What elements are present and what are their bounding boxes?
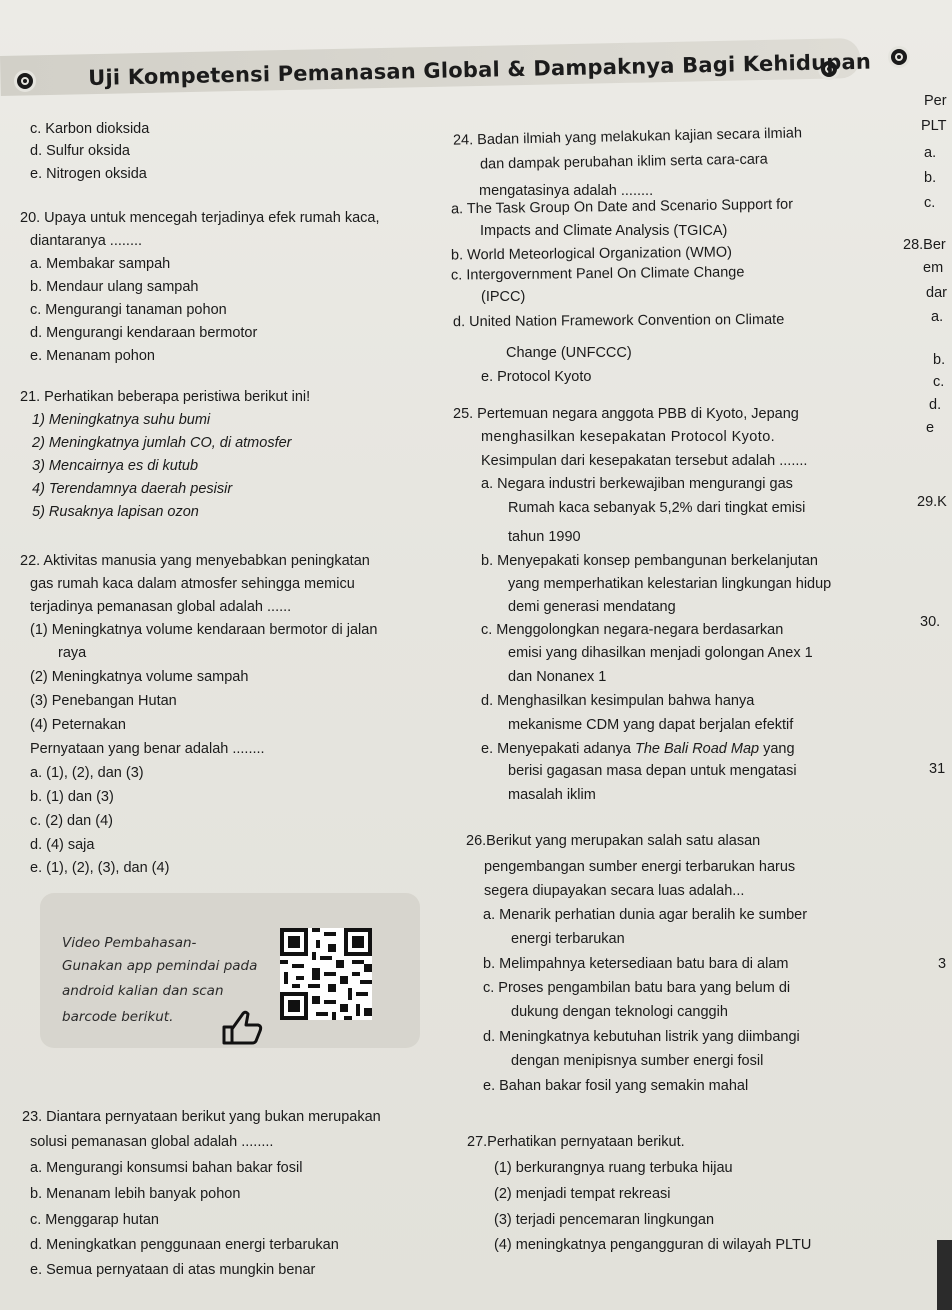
- edge-text: 31: [929, 761, 946, 777]
- edge-text: 28.Ber: [903, 237, 946, 253]
- question-24-stem: 24. Badan ilmiah yang melakukan kajian secara ilmiah: [452, 125, 803, 149]
- option-text: c. Mengurangi tanaman pohon: [30, 302, 227, 318]
- question-26-stem: pengembangan sumber energi terbarukan harus: [484, 859, 796, 875]
- option-text: d. (4) saja: [30, 837, 95, 853]
- question-22-stem: 22. Aktivitas manusia yang menyebabkan peningkatan: [20, 553, 370, 569]
- option-text: tahun 1990: [508, 529, 581, 545]
- page-title: Uji Kompetensi Pemanasan Global & Dampaknya Bagi Kehidupan: [88, 49, 872, 90]
- option-text: c. Karbon dioksida: [30, 121, 150, 137]
- edge-text: Per: [924, 93, 947, 109]
- statement-text: raya: [58, 645, 87, 661]
- edge-text: e: [926, 420, 935, 436]
- edge-text: b.: [933, 352, 946, 368]
- list-item: 5) Rusaknya lapisan ozon: [32, 504, 199, 520]
- question-22-stem: terjadinya pemanasan global adalah ......: [30, 599, 292, 615]
- option-text: a. Negara industri berkewajiban mengurangi gas: [481, 476, 793, 492]
- option-text: mekanisme CDM yang dapat berjalan efektif: [508, 717, 794, 733]
- list-item: (2) menjadi tempat rekreasi: [494, 1186, 671, 1202]
- option-text-part: e. Menyepakati adanya: [481, 741, 635, 757]
- option-text: d. Menghasilkan kesimpulan bahwa hanya: [481, 693, 755, 709]
- edge-text: em: [923, 260, 944, 276]
- option-text: energi terbarukan: [511, 931, 625, 947]
- option-text: a. Mengurangi konsumsi bahan bakar fosil: [30, 1160, 303, 1176]
- option-text: b. (1) dan (3): [30, 789, 114, 805]
- list-item: 2) Meningkatnya jumlah CO, di atmosfer: [32, 435, 292, 451]
- option-text: c. Proses pengambilan batu bara yang belum di: [483, 980, 791, 996]
- option-text: berisi gagasan masa depan untuk mengatasi: [508, 763, 797, 779]
- question-23-stem: solusi pemanasan global adalah ........: [30, 1134, 274, 1150]
- option-text: a. The Task Group On Date and Scenario Support for: [450, 196, 794, 218]
- option-text-part: yang: [759, 741, 795, 757]
- list-item: (3) terjadi pencemaran lingkungan: [494, 1212, 715, 1228]
- option-text: [481, 740, 795, 758]
- edge-text: a.: [924, 145, 937, 161]
- option-text: emisi yang dihasilkan menjadi golongan Anex 1: [508, 645, 813, 661]
- option-text: e. Menanam pohon: [30, 348, 155, 364]
- edge-text: 29.K: [917, 494, 947, 510]
- option-text: Impacts and Climate Analysis (TGICA): [480, 223, 728, 239]
- list-item: 4) Terendamnya daerah pesisir: [32, 481, 233, 497]
- option-text: masalah iklim: [508, 787, 596, 803]
- question-26-stem: 26.Berikut yang merupakan salah satu alasan: [466, 833, 761, 849]
- question-24-stem: dan dampak perubahan iklim serta cara-cara: [479, 151, 768, 173]
- option-text: b. Mendaur ulang sampah: [30, 279, 199, 295]
- question-25-stem: menghasilkan kesepakatan Protocol Kyoto.: [481, 429, 776, 445]
- edge-text: a.: [931, 309, 944, 325]
- option-text: d. Sulfur oksida: [30, 143, 130, 159]
- question-21-stem: 21. Perhatikan beberapa peristiwa berikut ini!: [20, 389, 311, 405]
- question-20-stem: 20. Upaya untuk mencegah terjadinya efek rumah kaca,: [20, 210, 380, 226]
- option-text: b. Menyepakati konsep pembangunan berkelanjutan: [481, 553, 818, 569]
- option-text: d. United Nation Framework Convention on Climate: [452, 311, 785, 331]
- option-text: e. Semua pernyataan di atas mungkin benar: [30, 1262, 316, 1278]
- option-text: yang memperhatikan kelestarian lingkungan hidup: [508, 576, 832, 592]
- option-text: e. Bahan bakar fosil yang semakin mahal: [483, 1078, 749, 1094]
- option-text: c. Menggolongkan negara-negara berdasarkan: [481, 622, 784, 638]
- option-text: e. Nitrogen oksida: [30, 166, 147, 182]
- option-text: e. Protocol Kyoto: [481, 369, 592, 385]
- option-text: b. Menanam lebih banyak pohon: [30, 1186, 241, 1202]
- statement-text: (1) Meningkatnya volume kendaraan bermotor di jalan: [30, 622, 378, 638]
- option-text: demi generasi mendatang: [508, 599, 676, 615]
- question-23-stem: 23. Diantara pernyataan berikut yang bukan merupakan: [22, 1109, 381, 1125]
- edge-text: c.: [933, 374, 945, 390]
- edge-text: c.: [924, 195, 936, 211]
- option-text: b. World Meteorlogical Organization (WMO): [450, 244, 733, 264]
- question-20-stem: diantaranya ........: [30, 233, 143, 249]
- list-item: (4) meningkatnya pengangguran di wilayah PLTU: [494, 1237, 812, 1253]
- question-22-ask: Pernyataan yang benar adalah ........: [30, 741, 265, 757]
- question-26-stem: segera diupayakan secara luas adalah...: [484, 883, 745, 899]
- option-text: e. (1), (2), (3), dan (4): [30, 860, 170, 876]
- option-text: dengan menipisnya sumber energi fosil: [511, 1053, 764, 1069]
- thumb-pointer-icon: [218, 1005, 264, 1045]
- video-caption: android kalian dan scan: [62, 983, 224, 999]
- option-text: c. Menggarap hutan: [30, 1212, 159, 1228]
- option-text: c. (2) dan (4): [30, 813, 113, 829]
- list-item: 1) Meningkatnya suhu bumi: [32, 412, 211, 428]
- question-25-stem: Kesimpulan dari kesepakatan tersebut adalah .......: [481, 453, 808, 469]
- option-text: dukung dengan teknologi canggih: [511, 1004, 728, 1020]
- binder-ring-icon: [14, 70, 36, 92]
- option-text: a. Membakar sampah: [30, 256, 171, 272]
- option-text: c. Intergovernment Panel On Climate Change: [450, 264, 745, 284]
- edge-text: b.: [924, 170, 937, 186]
- option-text-italic: The Bali Road Map: [634, 741, 760, 757]
- option-text: dan Nonanex 1: [508, 669, 607, 685]
- video-caption: Video Pembahasan-: [62, 935, 197, 951]
- edge-text: 3: [938, 956, 947, 972]
- page-edge-shadow: [937, 1240, 952, 1310]
- option-text: Change (UNFCCC): [506, 345, 632, 361]
- option-text: a. (1), (2), dan (3): [30, 765, 144, 781]
- edge-text: d.: [929, 397, 942, 413]
- question-27-stem: 27.Perhatikan pernyataan berikut.: [467, 1134, 685, 1150]
- statement-text: (4) Peternakan: [30, 717, 126, 733]
- option-text: (IPCC): [481, 289, 526, 305]
- video-caption: Gunakan app pemindai pada: [62, 958, 258, 974]
- option-text: d. Meningkatnya kebutuhan listrik yang diimbangi: [483, 1029, 800, 1045]
- qr-code-icon[interactable]: [280, 928, 372, 1020]
- option-text: a. Menarik perhatian dunia agar beralih ke sumber: [483, 907, 808, 923]
- question-25-stem: 25. Pertemuan negara anggota PBB di Kyoto, Jepang: [453, 406, 799, 422]
- list-item: (1) berkurangnya ruang terbuka hijau: [494, 1160, 733, 1176]
- statement-text: (2) Meningkatnya volume sampah: [30, 669, 249, 685]
- option-text: Rumah kaca sebanyak 5,2% dari tingkat emisi: [508, 500, 806, 516]
- edge-text: 30.: [920, 614, 941, 630]
- option-text: b. Melimpahnya ketersediaan batu bara di alam: [483, 956, 789, 972]
- question-24-stem: mengatasinya adalah ........: [479, 183, 654, 199]
- option-text: d. Meningkatkan penggunaan energi terbarukan: [30, 1237, 339, 1253]
- edge-text: PLT: [921, 118, 947, 134]
- option-text: d. Mengurangi kendaraan bermotor: [30, 325, 258, 341]
- video-caption: barcode berikut.: [62, 1009, 174, 1025]
- question-22-stem: gas rumah kaca dalam atmosfer sehingga memicu: [30, 576, 355, 592]
- list-item: 3) Mencairnya es di kutub: [32, 458, 199, 474]
- edge-text: dar: [926, 285, 947, 301]
- binder-ring-icon: [888, 46, 910, 68]
- statement-text: (3) Penebangan Hutan: [30, 693, 177, 709]
